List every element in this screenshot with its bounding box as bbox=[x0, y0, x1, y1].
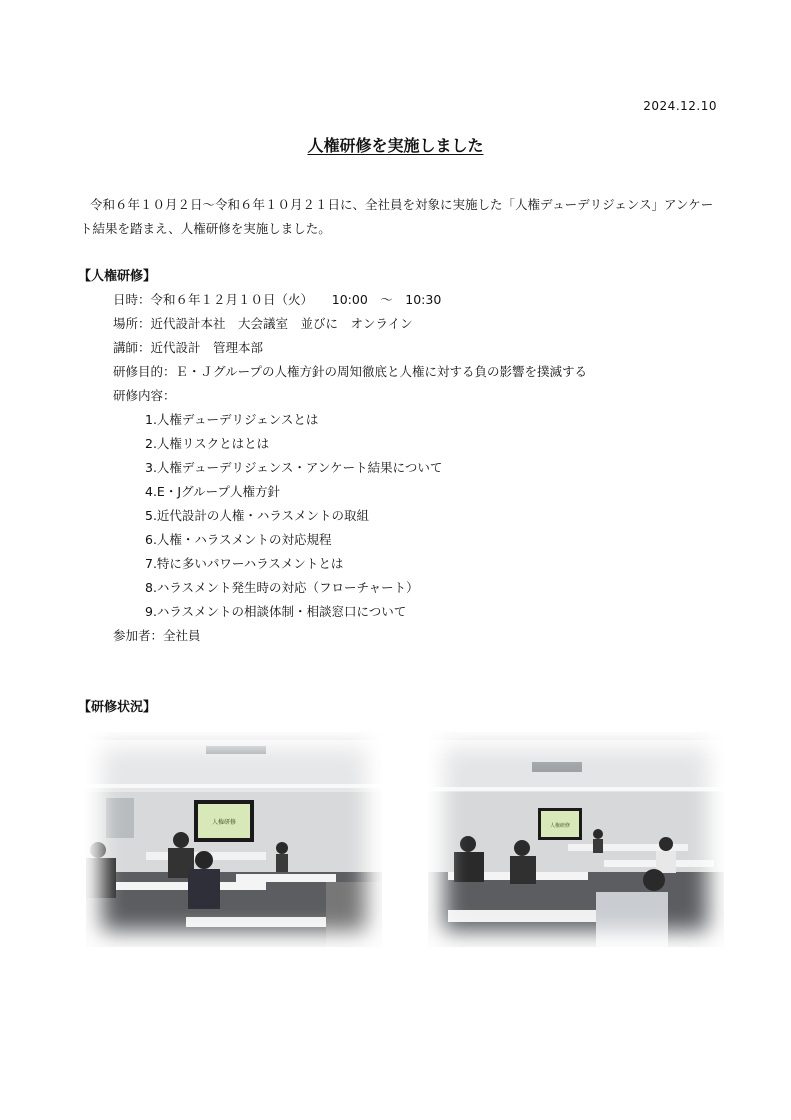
content-item: 2.人権リスクとはとは bbox=[145, 436, 270, 451]
document-date: 2024.12.10 bbox=[643, 99, 717, 113]
content-item: 8.ハラスメント発生時の対応（フローチャート） bbox=[145, 580, 419, 595]
content-item: 7.特に多いパワーハラスメントとは bbox=[145, 556, 344, 571]
training-purpose: 研修目的：Ｅ・Ｊグループの人権方針の周知徹底と人権に対する負の影響を撲滅する bbox=[113, 364, 588, 379]
content-item: 1.人権デューデリジェンスとは bbox=[145, 412, 319, 427]
meeting-room-image bbox=[428, 732, 724, 947]
screen-text: 人権研修 bbox=[211, 819, 237, 826]
content-item: 6.人権・ハラスメントの対応規程 bbox=[145, 532, 332, 547]
training-place: 場所：近代設計本社 大会議室 並びに オンライン bbox=[113, 316, 413, 331]
training-details bbox=[113, 288, 587, 648]
training-content-label: 研修内容： bbox=[113, 388, 176, 403]
intro-text: 令和６年１０月２日〜令和６年１０月２１日に、全社員を対象に実施した「人権デューデリジェンス」アンケート結果を踏まえ、人権研修を実施しました。 bbox=[80, 197, 714, 236]
meeting-room-image bbox=[86, 732, 382, 947]
training-participants: 参加者：全社員 bbox=[113, 628, 201, 643]
content-item: 5.近代設計の人権・ハラスメントの取組 bbox=[145, 508, 370, 523]
training-photo-2 bbox=[428, 732, 724, 947]
content-item: 9.ハラスメントの相談体制・相談窓口について bbox=[145, 604, 407, 619]
content-item: 4.E・Jグループ人権方針 bbox=[145, 484, 281, 499]
training-datetime: 日時：令和６年１２月１０日（火） 10:00 ～ 10:30 bbox=[113, 292, 442, 307]
screen-text: 人権研修 bbox=[549, 823, 571, 829]
document-title bbox=[0, 133, 791, 156]
training-heading: 【人権研修】 bbox=[78, 269, 157, 284]
content-item: 3.人権デューデリジェンス・アンケート結果について bbox=[145, 460, 443, 475]
training-lecturer: 講師：近代設計 管理本部 bbox=[113, 340, 264, 355]
training-photo-1 bbox=[86, 732, 382, 947]
status-heading: 【研修状況】 bbox=[78, 700, 157, 715]
title-text: 人権研修を実施しました bbox=[307, 136, 484, 155]
intro-paragraph bbox=[80, 193, 720, 241]
